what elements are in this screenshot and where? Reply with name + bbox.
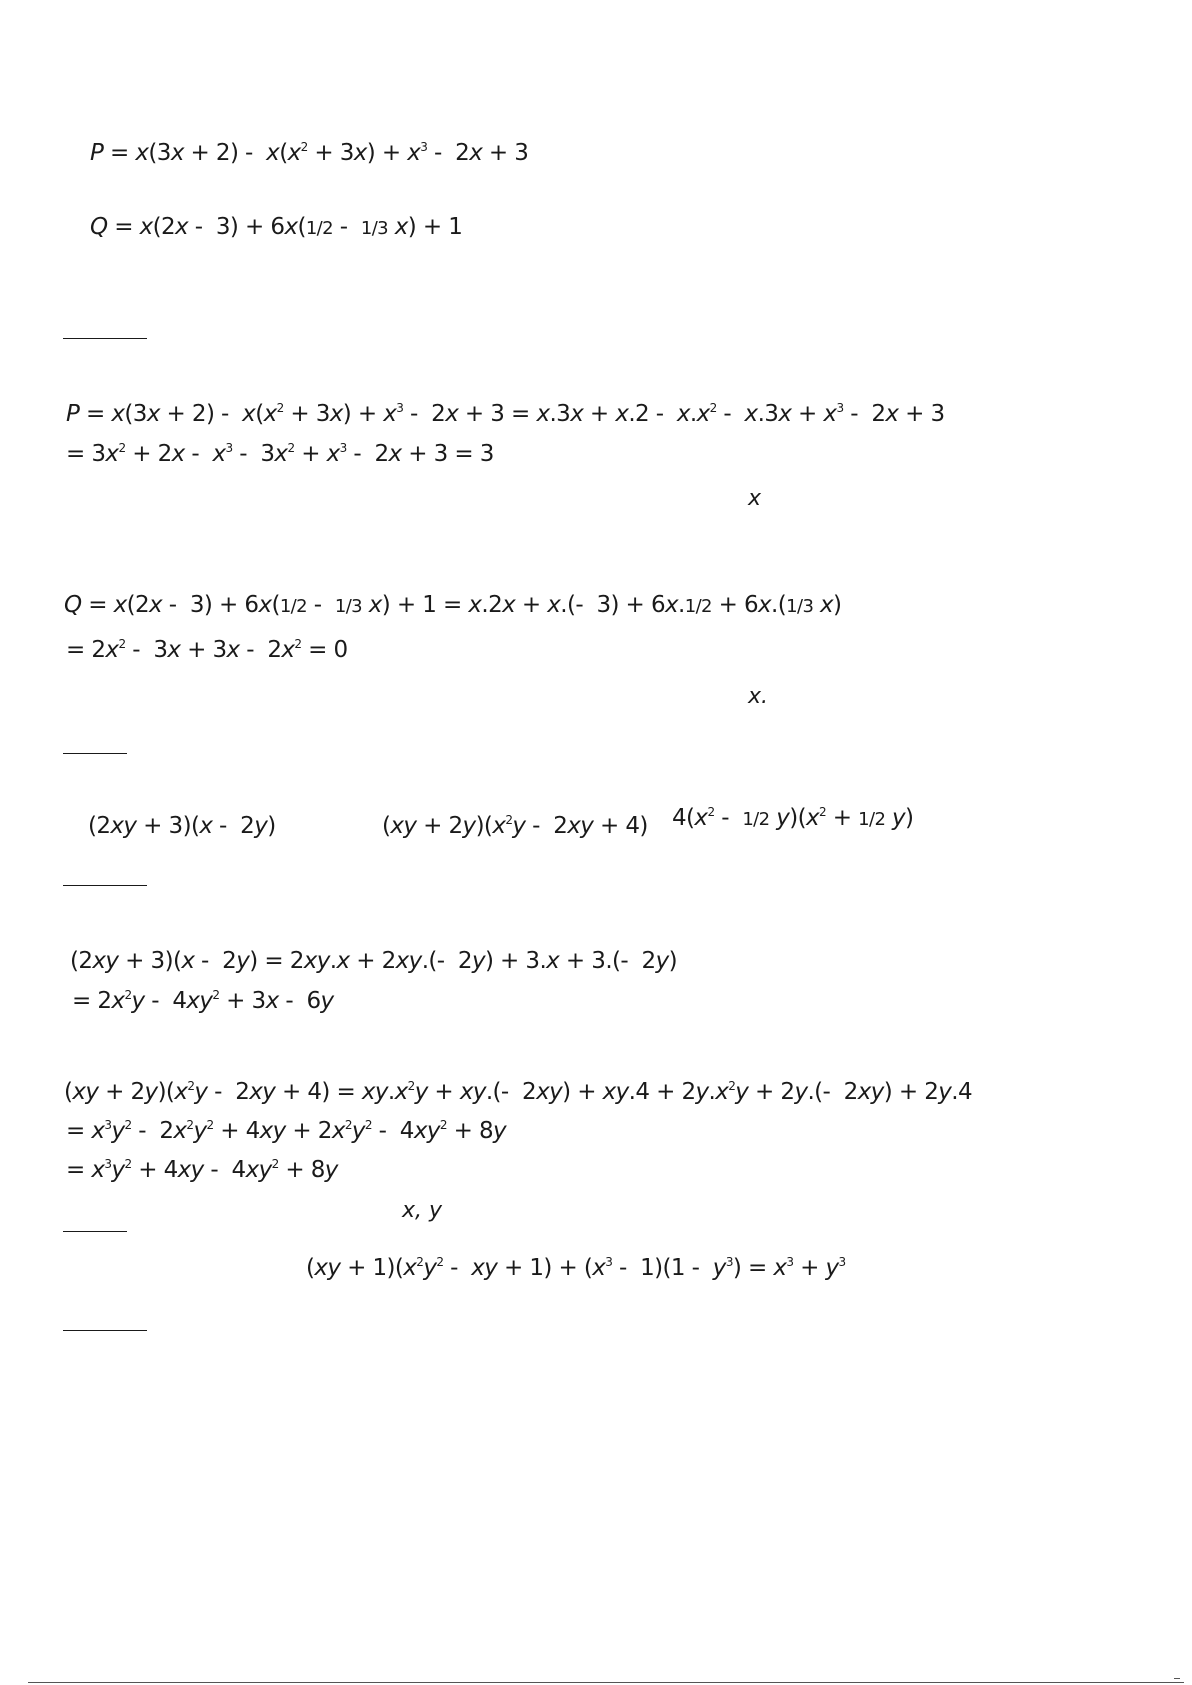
exercise-underline bbox=[63, 753, 127, 754]
page-footer-tick bbox=[1174, 1678, 1180, 1679]
q-variable-note: x. bbox=[748, 684, 769, 709]
a-solution-line-1: (2xy + 3)(x - 2y) = 2xy.x + 2xy.(- 2y) + 3.x + 3.(- 2y) bbox=[70, 948, 677, 974]
b-solution-line-2: = $x^3y^2 - 2x^2y^2 + 4xy + 2x^2y^2 - 4xy^2 + 8y$ bbox=[66, 1118, 507, 1144]
q-solution-line-2: = $2x^2 - 3x + 3x - 2x^2 = 0$ bbox=[66, 637, 348, 663]
exercise-2-expression-a: (2xy + 3)(x - 2y) bbox=[88, 813, 276, 839]
solution-underline bbox=[63, 338, 147, 339]
exercise-2-expression-c: $4(x^2 - 1/2$ $y)(x^2 + 1/2$ y) bbox=[672, 805, 914, 831]
expression-p-definition: $P = x(3x + 2) - x(x^2 + 3x) + x^3 - 2x + 3$ bbox=[90, 140, 529, 166]
exercise-3-underline bbox=[63, 1231, 127, 1232]
exercise-2-expression-b: $(xy + 2y)(x^2y - 2xy + 4)$ bbox=[382, 813, 648, 839]
identity-to-prove: $(xy + 1)(x^2y^2$ - xy + $1) + (x^3 - 1)(1 - y^3) = x^3 + y^3$ bbox=[306, 1255, 846, 1281]
xy-variable-note: x, y bbox=[402, 1198, 443, 1223]
p-variable-note: x bbox=[748, 486, 762, 511]
expression-q-definition: Q = x(2x - 3) + 6x(1/2 - 1/3 x) + 1 bbox=[90, 214, 463, 240]
a-solution-line-2: = $2x^2y - 4xy^2 + 3x - 6y$ bbox=[72, 988, 334, 1014]
page-footer-line bbox=[28, 1682, 1184, 1683]
b-solution-line-1: $(xy + 2y)(x^2y - 2xy + 4) = xy.x^2y + xy.(-$ $2xy) + xy.4 + 2y.x^2y + 2y.(-$ 2xy) + 2y.4 bbox=[64, 1079, 973, 1105]
q-solution-line-1: Q = x(2x - 3) + 6x(1/2 - 1/3 x) + 1 = x.2x + x.(- 3) + 6x.1/2 + 6x.(1/3 x) bbox=[64, 592, 842, 618]
solution-underline-2 bbox=[63, 885, 147, 886]
solution-underline-3 bbox=[63, 1330, 147, 1331]
p-solution-line-2: = $3x^2 + 2x - x^3 - 3x^2 + x^3 - 2x + 3 = 3$ bbox=[66, 441, 494, 467]
b-solution-line-3: = $x^3y^2 + 4xy - 4xy^2 + 8y$ bbox=[66, 1157, 338, 1183]
p-solution-line-1: $P = x(3x + 2) - x(x^2 + 3x) + x^3 - 2x + 3 = x.3x + x.2 - x.x^2 - x.3x + x^3 - 2x + 3$ bbox=[66, 401, 945, 427]
